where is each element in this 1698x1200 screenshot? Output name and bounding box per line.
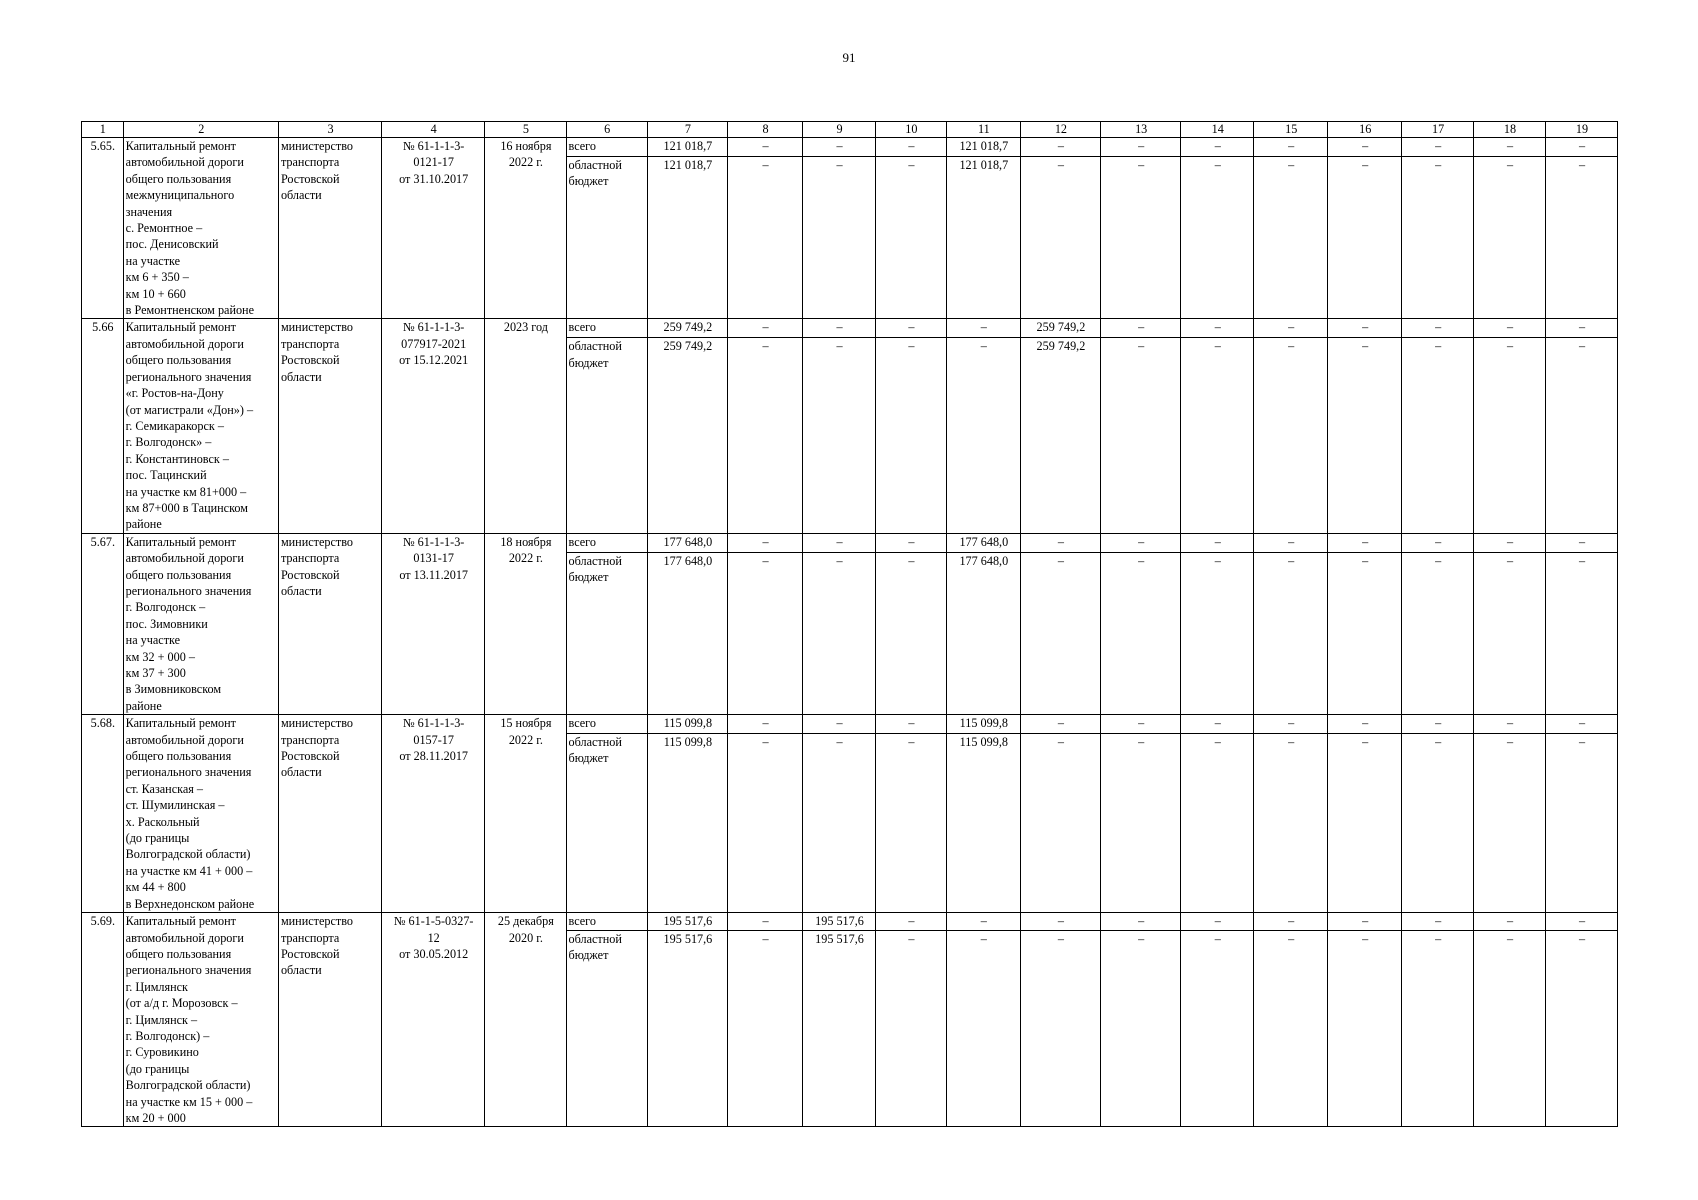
amount-cell: 259 749,2	[1020, 319, 1100, 338]
responsible-organization: министерство транспорта Ростовской области	[278, 138, 381, 319]
amount-cell: –	[728, 338, 803, 533]
amount-cell: –	[1402, 319, 1474, 338]
completion-date: 2023 год	[485, 319, 566, 533]
amount-cell: –	[803, 715, 876, 734]
amount-cell: –	[1474, 913, 1546, 931]
amount-cell: –	[803, 319, 876, 338]
amount-cell: 259 749,2	[647, 338, 727, 533]
page-number: 91	[842, 50, 856, 65]
column-number-header: 15	[1254, 122, 1328, 138]
expertise-document: № 61-1-1-3- 0121-17 от 31.10.2017	[382, 138, 485, 319]
amount-cell: –	[803, 552, 876, 715]
amount-cell: –	[1020, 913, 1100, 931]
amount-cell: –	[1545, 552, 1617, 715]
amount-cell: –	[1254, 338, 1328, 533]
amount-cell: –	[728, 138, 803, 157]
amount-cell: –	[1474, 156, 1546, 319]
funding-source: областной бюджет	[566, 338, 647, 533]
amount-cell: –	[1181, 138, 1254, 157]
amount-cell: 195 517,6	[647, 931, 727, 1127]
amount-cell: –	[1020, 533, 1100, 552]
amount-cell: 115 099,8	[647, 733, 727, 912]
amount-cell: –	[1402, 552, 1474, 715]
amount-cell: –	[1020, 715, 1100, 734]
column-number-header: 2	[123, 122, 278, 138]
amount-cell: –	[1328, 338, 1402, 533]
amount-cell: –	[803, 338, 876, 533]
amount-cell: –	[1474, 138, 1546, 157]
column-number-header: 13	[1101, 122, 1181, 138]
amount-cell: –	[1254, 733, 1328, 912]
completion-date: 18 ноября 2022 г.	[485, 533, 566, 714]
amount-cell: –	[728, 931, 803, 1127]
object-name: Капитальный ремонт автомобильной дороги общего пользования регионального значения ст. Казанская – ст. Шумилинская – х. Раскольный (до границы Волгоградской области) на участке км 41 + 000 – км 44 + 800 в Верхнедонском районе	[123, 715, 278, 913]
amount-cell: –	[1545, 138, 1617, 157]
amount-cell: –	[1101, 552, 1181, 715]
amount-cell: –	[1474, 733, 1546, 912]
amount-cell: 259 749,2	[1020, 338, 1100, 533]
amount-cell: –	[1254, 156, 1328, 319]
amount-cell: –	[1474, 338, 1546, 533]
amount-cell: –	[803, 138, 876, 157]
column-number-header: 14	[1181, 122, 1254, 138]
amount-cell: –	[1328, 733, 1402, 912]
amount-cell: –	[803, 533, 876, 552]
amount-cell: –	[1254, 533, 1328, 552]
amount-cell: –	[1101, 319, 1181, 338]
expertise-document: № 61-1-1-3- 0131-17 от 13.11.2017	[382, 533, 485, 714]
column-number-header: 1	[82, 122, 124, 138]
row-number: 5.68.	[82, 715, 124, 913]
amount-cell: 177 648,0	[946, 533, 1020, 552]
responsible-organization: министерство транспорта Ростовской области	[278, 913, 381, 1127]
table-row	[82, 138, 1618, 157]
amount-cell: –	[875, 913, 946, 931]
amount-cell: –	[728, 533, 803, 552]
amount-cell: –	[1402, 913, 1474, 931]
funding-source: областной бюджет	[566, 931, 647, 1127]
table-row	[82, 715, 1618, 734]
table-row	[82, 913, 1618, 931]
amount-cell: –	[1020, 156, 1100, 319]
column-number-header: 5	[485, 122, 566, 138]
amount-cell: –	[1402, 931, 1474, 1127]
funding-source: областной бюджет	[566, 733, 647, 912]
amount-cell: 177 648,0	[946, 552, 1020, 715]
completion-date: 15 ноября 2022 г.	[485, 715, 566, 913]
column-number-header: 8	[728, 122, 803, 138]
table-row	[82, 533, 1618, 552]
amount-cell: –	[1181, 533, 1254, 552]
object-name: Капитальный ремонт автомобильной дороги общего пользования регионального значения «г. Ростов-на-Дону (от магистрали «Дон») – г. Семикаракорск – г. Волгодонск» – г. Константиновск – пос. Тацинский на участке км 81+000 – км 87+000 в Тацинском районе	[123, 319, 278, 533]
column-number-header: 12	[1020, 122, 1100, 138]
responsible-organization: министерство транспорта Ростовской области	[278, 319, 381, 533]
amount-cell: –	[1181, 715, 1254, 734]
amount-cell: –	[1181, 338, 1254, 533]
funding-source: областной бюджет	[566, 552, 647, 715]
amount-cell: –	[946, 338, 1020, 533]
amount-cell: –	[1020, 138, 1100, 157]
amount-cell: –	[1020, 931, 1100, 1127]
amount-cell: –	[1402, 715, 1474, 734]
funding-source: всего	[566, 533, 647, 552]
row-number: 5.66	[82, 319, 124, 533]
amount-cell: –	[946, 931, 1020, 1127]
object-name: Капитальный ремонт автомобильной дороги общего пользования регионального значения г. Волгодонск – пос. Зимовники на участке км 32 + 000 – км 37 + 300 в Зимовниковском районе	[123, 533, 278, 714]
amount-cell: 177 648,0	[647, 533, 727, 552]
completion-date: 16 ноября 2022 г.	[485, 138, 566, 319]
funding-source: всего	[566, 138, 647, 157]
amount-cell: –	[875, 733, 946, 912]
amount-cell: –	[1101, 533, 1181, 552]
column-number-row	[82, 122, 1618, 138]
column-number-header: 9	[803, 122, 876, 138]
amount-cell: –	[875, 533, 946, 552]
column-number-header: 7	[647, 122, 727, 138]
budget-table	[81, 121, 1618, 1127]
amount-cell: –	[1101, 931, 1181, 1127]
amount-cell: –	[1181, 552, 1254, 715]
amount-cell: 121 018,7	[946, 138, 1020, 157]
row-number: 5.67.	[82, 533, 124, 714]
amount-cell: –	[1474, 931, 1546, 1127]
column-number-header: 16	[1328, 122, 1402, 138]
amount-cell: –	[1181, 319, 1254, 338]
amount-cell: –	[1328, 319, 1402, 338]
amount-cell: –	[1101, 733, 1181, 912]
object-name: Капитальный ремонт автомобильной дороги общего пользования межмуниципального значения с. Ремонтное – пос. Денисовский на участке км 6 + 350 – км 10 + 660 в Ремонтненском районе	[123, 138, 278, 319]
amount-cell: –	[1328, 931, 1402, 1127]
amount-cell: –	[1101, 156, 1181, 319]
responsible-organization: министерство транспорта Ростовской области	[278, 533, 381, 714]
amount-cell: –	[1328, 913, 1402, 931]
amount-cell: –	[1545, 913, 1617, 931]
column-number-header: 4	[382, 122, 485, 138]
amount-cell: –	[946, 319, 1020, 338]
amount-cell: –	[803, 733, 876, 912]
amount-cell: –	[1328, 552, 1402, 715]
amount-cell: –	[875, 552, 946, 715]
row-number: 5.65.	[82, 138, 124, 319]
amount-cell: 259 749,2	[647, 319, 727, 338]
amount-cell: 115 099,8	[647, 715, 727, 734]
amount-cell: –	[1328, 715, 1402, 734]
amount-cell: 121 018,7	[946, 156, 1020, 319]
amount-cell: –	[803, 156, 876, 319]
amount-cell: –	[1545, 931, 1617, 1127]
amount-cell: –	[1328, 156, 1402, 319]
amount-cell: –	[1254, 913, 1328, 931]
completion-date: 25 декабря 2020 г.	[485, 913, 566, 1127]
amount-cell: –	[1328, 533, 1402, 552]
amount-cell: –	[1402, 138, 1474, 157]
amount-cell: –	[875, 715, 946, 734]
amount-cell: –	[1474, 552, 1546, 715]
amount-cell: –	[728, 156, 803, 319]
column-number-header: 10	[875, 122, 946, 138]
amount-cell: –	[1254, 319, 1328, 338]
row-number: 5.69.	[82, 913, 124, 1127]
amount-cell: 177 648,0	[647, 552, 727, 715]
expertise-document: № 61-1-5-0327- 12 от 30.05.2012	[382, 913, 485, 1127]
column-number-header: 6	[566, 122, 647, 138]
amount-cell: –	[1402, 156, 1474, 319]
amount-cell: 115 099,8	[946, 715, 1020, 734]
expertise-document: № 61-1-1-3- 0157-17 от 28.11.2017	[382, 715, 485, 913]
amount-cell: –	[1474, 319, 1546, 338]
amount-cell: –	[1101, 338, 1181, 533]
object-name: Капитальный ремонт автомобильной дороги общего пользования регионального значения г. Цимлянск (от а/д г. Морозовск – г. Цимлянск – г. Волгодонск) – г. Суровикино (до границы Волгоградской области) на участке км 15 + 000 – км 20 + 000	[123, 913, 278, 1127]
amount-cell: 115 099,8	[946, 733, 1020, 912]
amount-cell: –	[728, 733, 803, 912]
column-number-header: 3	[278, 122, 381, 138]
amount-cell: 195 517,6	[803, 913, 876, 931]
amount-cell: 121 018,7	[647, 138, 727, 157]
amount-cell: –	[875, 931, 946, 1127]
amount-cell: –	[1254, 138, 1328, 157]
responsible-organization: министерство транспорта Ростовской области	[278, 715, 381, 913]
amount-cell: –	[728, 319, 803, 338]
amount-cell: –	[1474, 533, 1546, 552]
amount-cell: –	[946, 913, 1020, 931]
amount-cell: –	[1402, 533, 1474, 552]
amount-cell: –	[1101, 715, 1181, 734]
funding-source: всего	[566, 913, 647, 931]
amount-cell: –	[1545, 733, 1617, 912]
amount-cell: –	[1101, 138, 1181, 157]
amount-cell: –	[1020, 733, 1100, 912]
amount-cell: –	[1328, 138, 1402, 157]
amount-cell: –	[1181, 913, 1254, 931]
amount-cell: –	[1402, 338, 1474, 533]
amount-cell: 195 517,6	[647, 913, 727, 931]
amount-cell: –	[875, 338, 946, 533]
amount-cell: –	[1254, 931, 1328, 1127]
amount-cell: –	[1545, 338, 1617, 533]
amount-cell: –	[1020, 552, 1100, 715]
amount-cell: –	[1101, 913, 1181, 931]
amount-cell: –	[1545, 533, 1617, 552]
amount-cell: –	[875, 319, 946, 338]
amount-cell: –	[1545, 156, 1617, 319]
amount-cell: –	[728, 552, 803, 715]
expertise-document: № 61-1-1-3- 077917-2021 от 15.12.2021	[382, 319, 485, 533]
amount-cell: –	[1402, 733, 1474, 912]
table-row	[82, 319, 1618, 338]
amount-cell: –	[1181, 931, 1254, 1127]
amount-cell: 121 018,7	[647, 156, 727, 319]
amount-cell: –	[1545, 715, 1617, 734]
amount-cell: –	[728, 715, 803, 734]
amount-cell: –	[1254, 552, 1328, 715]
column-number-header: 18	[1474, 122, 1546, 138]
funding-source: всего	[566, 715, 647, 734]
amount-cell: –	[1474, 715, 1546, 734]
amount-cell: –	[1181, 733, 1254, 912]
column-number-header: 17	[1402, 122, 1474, 138]
funding-source: областной бюджет	[566, 156, 647, 319]
amount-cell: –	[1545, 319, 1617, 338]
amount-cell: –	[728, 913, 803, 931]
funding-source: всего	[566, 319, 647, 338]
amount-cell: –	[875, 156, 946, 319]
column-number-header: 11	[946, 122, 1020, 138]
amount-cell: –	[875, 138, 946, 157]
column-number-header: 19	[1545, 122, 1617, 138]
amount-cell: –	[1254, 715, 1328, 734]
amount-cell: –	[1181, 156, 1254, 319]
amount-cell: 195 517,6	[803, 931, 876, 1127]
